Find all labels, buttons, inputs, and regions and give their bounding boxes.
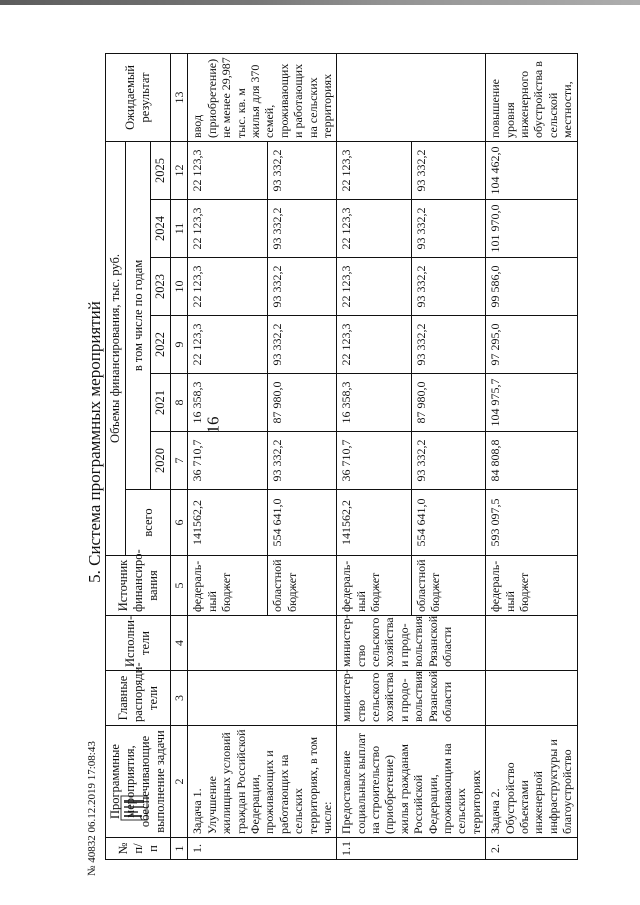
column-number: 2 (171, 726, 188, 838)
scan-edge-line (0, 0, 640, 5)
measure-text: Задача 1. Улучшение жилищных условий граждан Российской Федерации, проживающих и работающих на сельских территориях, в том числе: (188, 726, 337, 838)
year-value: 22 123,3 (337, 316, 411, 374)
executor-text (486, 616, 577, 671)
header-executors: Исполни-тели (106, 616, 171, 671)
year-value: 93 332,2 (411, 141, 485, 199)
column-number: 7 (171, 432, 188, 490)
year-value: 97 295,0 (486, 316, 577, 374)
column-number: 4 (171, 616, 188, 671)
year-value: 22 123,3 (188, 200, 268, 258)
document-footer: № 40832 06.12.2019 17:08:43 (86, 741, 98, 876)
column-number: 1 (171, 838, 188, 860)
year-value: 84 808,8 (486, 432, 577, 490)
table-row (486, 53, 577, 859)
year-value: 22 123,3 (337, 200, 411, 258)
source-text: областной бюджет (268, 556, 337, 616)
row-number: 2. (486, 838, 577, 860)
year-value: 104 462,0 (486, 141, 577, 199)
executor-text (188, 616, 337, 671)
program-measures-table (105, 53, 578, 860)
source-text: областной бюджет (411, 556, 485, 616)
column-number: 13 (171, 53, 188, 141)
page-number: 16 (203, 416, 223, 434)
result-text: повышение уровня инженерного обустройства в сельской местности, (486, 53, 577, 141)
header-row-1 (106, 53, 126, 859)
measure-text: Предоставление социальных выплат на строительство (приобретение) жилья гражданам Российской Федерации, проживающим на сельских территориях (337, 726, 486, 838)
executor-text: министер-ство сельского хозяйства и продо-вольствия Рязанской области (337, 616, 486, 671)
manager-text (486, 671, 577, 726)
column-number: 11 (171, 200, 188, 258)
measure-text: Задача 2. Обустройство объектами инженерной инфраструктуры и благоустройство (486, 726, 577, 838)
year-value: 22 123,3 (337, 141, 411, 199)
header-year: 2020 (151, 432, 171, 490)
year-value: 93 332,2 (268, 432, 337, 490)
row-number: 1.1 (337, 838, 486, 860)
header-year: 2025 (151, 141, 171, 199)
column-number: 10 (171, 258, 188, 316)
year-value: 99 586,0 (486, 258, 577, 316)
header-year: 2024 (151, 200, 171, 258)
year-value: 22 123,3 (337, 258, 411, 316)
year-value: 93 332,2 (268, 258, 337, 316)
table-row (188, 53, 268, 859)
column-number: 5 (171, 556, 188, 616)
year-value: 87 980,0 (411, 374, 485, 432)
year-value: 36 710,7 (337, 432, 411, 490)
row-number: 1. (188, 838, 337, 860)
program-table-container (105, 55, 575, 860)
total-value: 141562,2 (188, 490, 268, 556)
header-year: 2023 (151, 258, 171, 316)
column-number: 6 (171, 490, 188, 556)
year-value: 22 123,3 (188, 141, 268, 199)
year-value: 93 332,2 (268, 316, 337, 374)
column-number: 9 (171, 316, 188, 374)
source-text: федераль-ный бюджет (486, 556, 577, 616)
header-no: № п/п (106, 838, 171, 860)
year-value: 16 358,3 (337, 374, 411, 432)
header-result: Ожидаемый результат (106, 53, 171, 141)
column-number: 3 (171, 671, 188, 726)
year-value: 93 332,2 (268, 200, 337, 258)
header-year: 2021 (151, 374, 171, 432)
total-value: 554 641,0 (268, 490, 337, 556)
total-value: 141562,2 (337, 490, 411, 556)
column-number: 12 (171, 141, 188, 199)
manager-text: министер-ство сельского хозяйства и продо-вольствия Рязанской области (337, 671, 486, 726)
header-by-year: в том числе по годам (126, 141, 151, 489)
year-value: 93 332,2 (411, 200, 485, 258)
year-value: 93 332,2 (411, 432, 485, 490)
table-row (337, 53, 411, 859)
section-title: 5. Система программных мероприятий (85, 301, 104, 583)
column-number: 8 (171, 374, 188, 432)
header-total: всего (126, 490, 171, 556)
header-measures: Программные мероприятия, обеспечивающие выполнение задачи (106, 726, 171, 838)
header-managers: Главные распоряди-тели (106, 671, 171, 726)
source-text: федераль-ный бюджет (188, 556, 268, 616)
header-source: Источник финансиро-вания (106, 556, 171, 616)
year-value: 87 980,0 (268, 374, 337, 432)
result-text: ввод (приобретение) не менее 29,987 тыс. кв. м жилья для 370 семей, проживающих и работающих на сельских территориях (188, 53, 337, 141)
header-volumes: Объемы финансирования, тыс. руб. (106, 141, 126, 555)
year-value: 101 970,0 (486, 200, 577, 258)
year-value: 93 332,2 (411, 316, 485, 374)
total-value: 554 641,0 (411, 490, 485, 556)
manager-text (188, 671, 337, 726)
year-value: 93 332,2 (268, 141, 337, 199)
total-value: 593 097,5 (486, 490, 577, 556)
year-value: 93 332,2 (411, 258, 485, 316)
column-number-row (171, 53, 188, 859)
year-value: 22 123,3 (188, 258, 268, 316)
year-value: 22 123,3 (188, 316, 268, 374)
year-value: 16 358,3 (188, 374, 268, 432)
header-year: 2022 (151, 316, 171, 374)
result-text (337, 53, 486, 141)
source-text: федераль-ный бюджет (337, 556, 411, 616)
year-value: 36 710,7 (188, 432, 268, 490)
year-value: 104 975,7 (486, 374, 577, 432)
